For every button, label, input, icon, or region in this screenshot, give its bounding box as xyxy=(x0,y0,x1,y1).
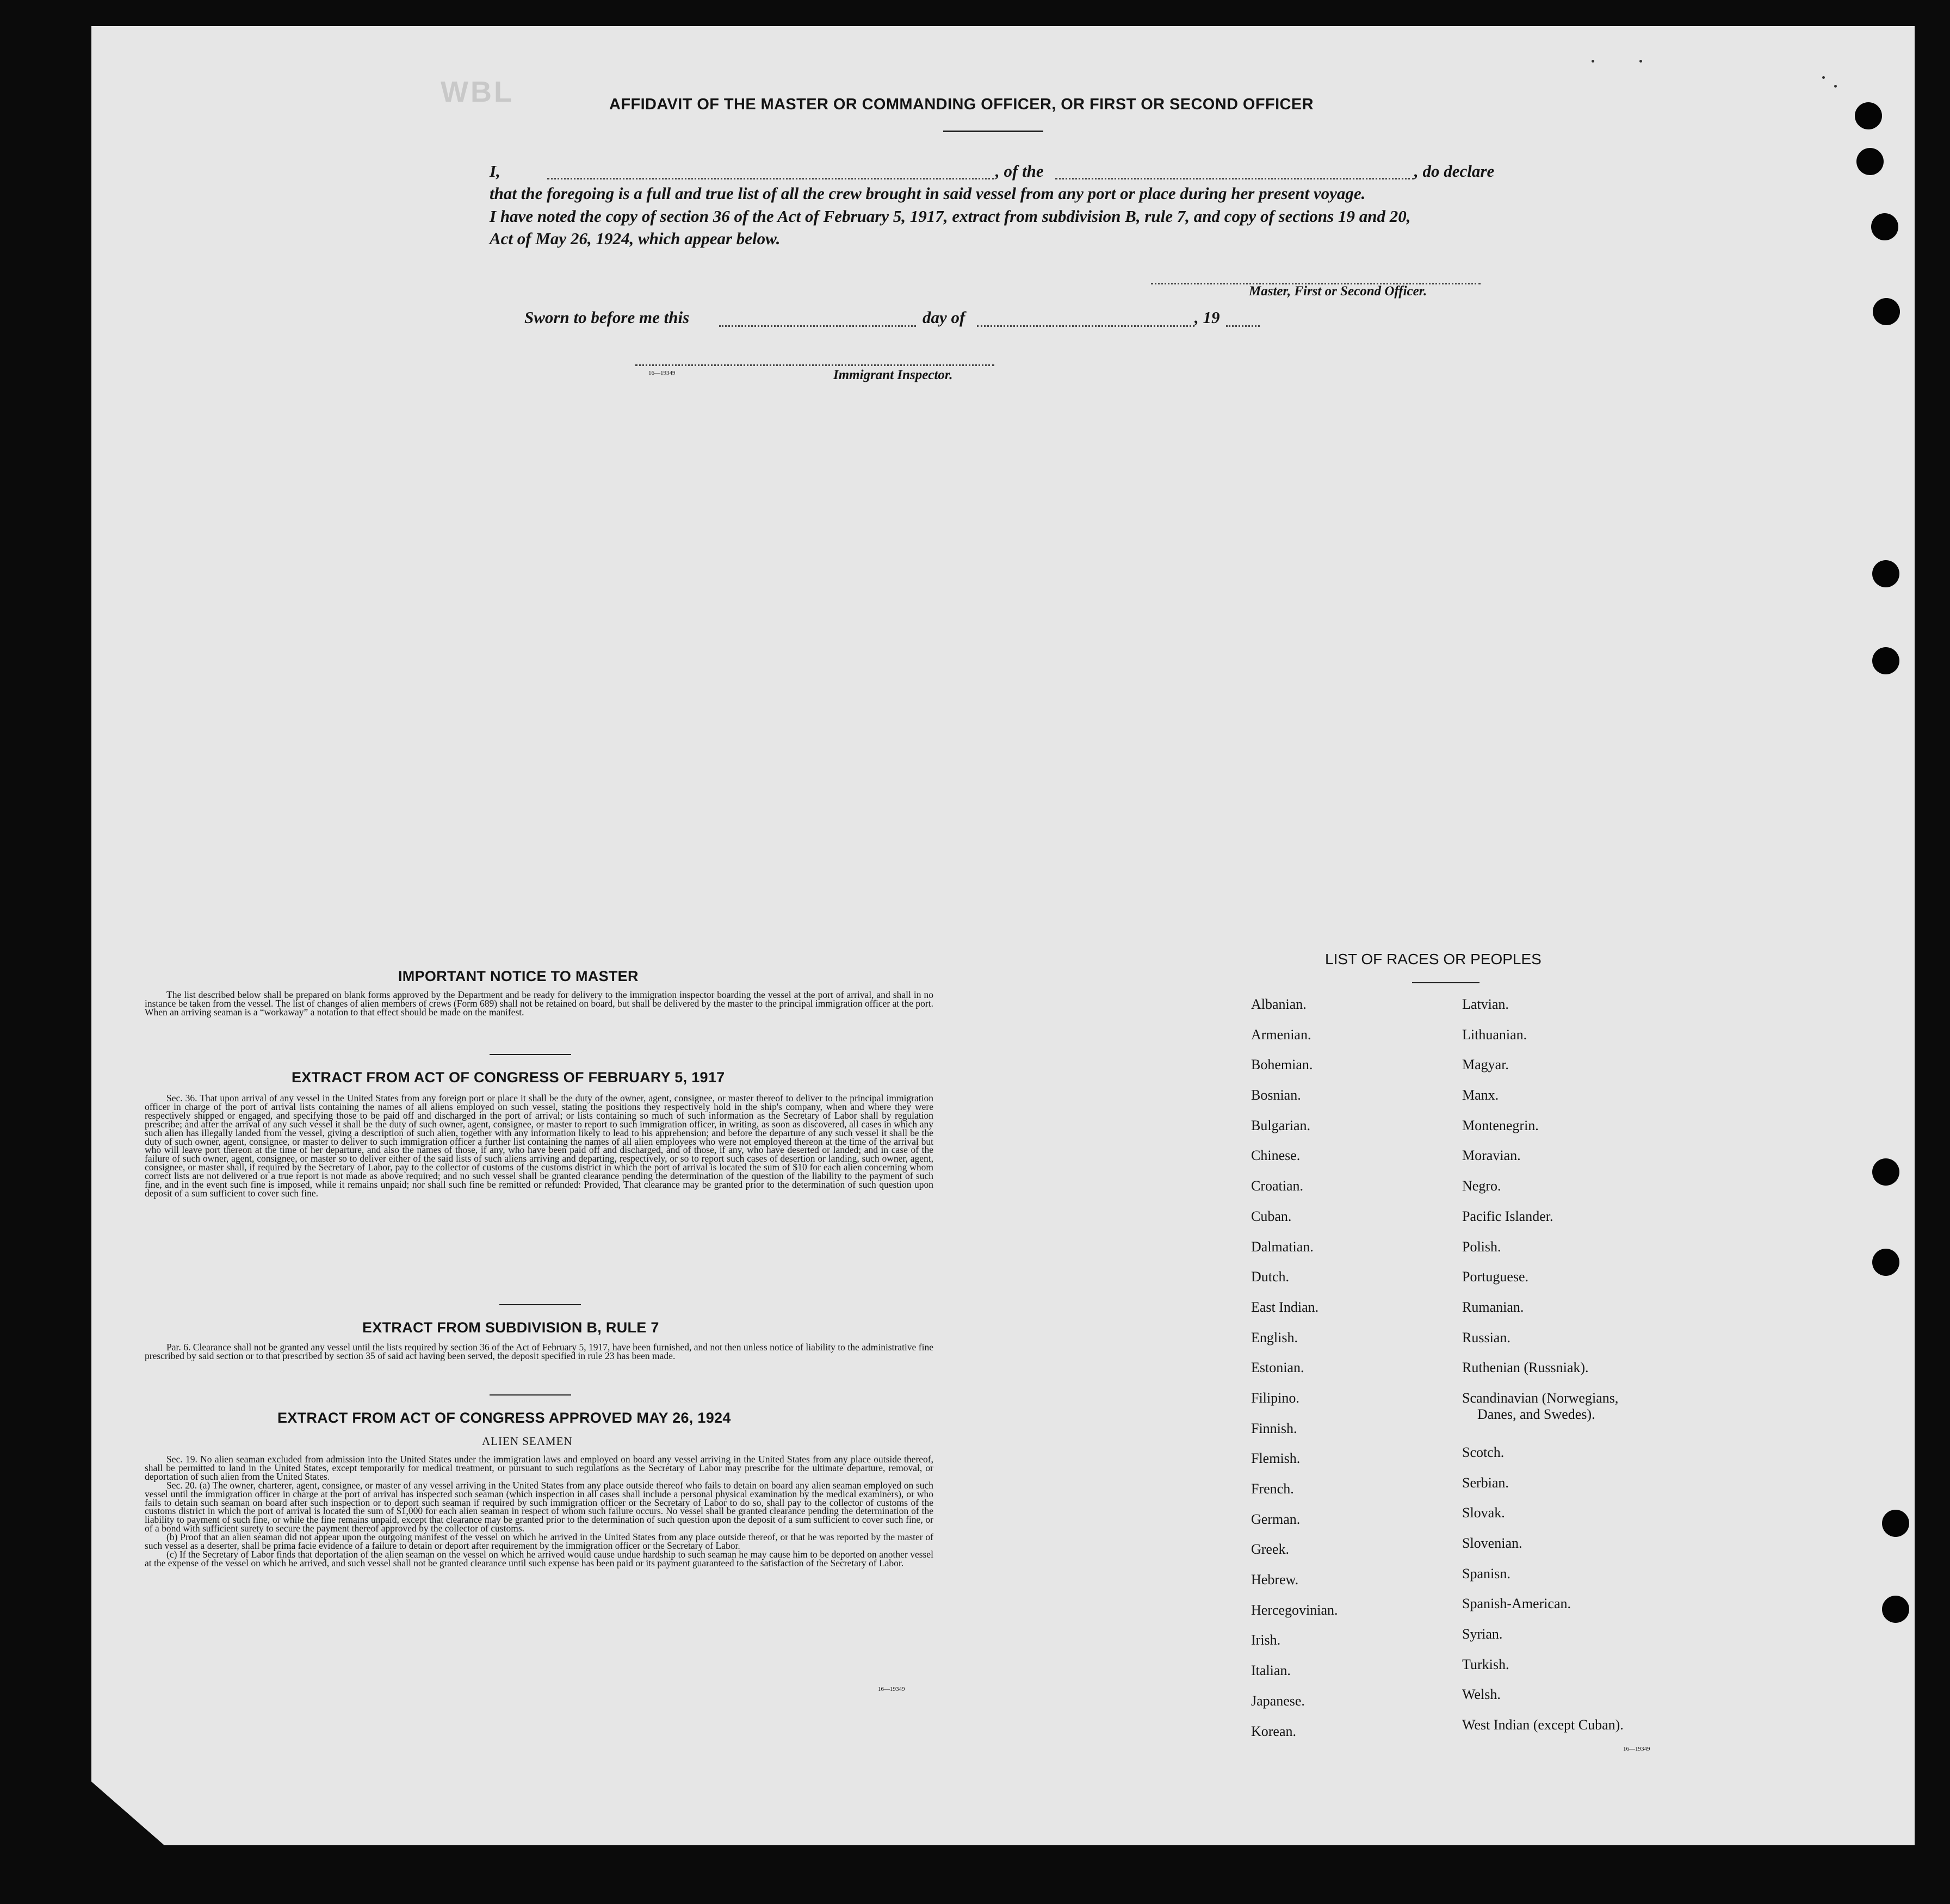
section-36-paragraph: Sec. 36. That upon arrival of any vessel in the United States from any foreign port or place it shall be the duty of the owner, agent, consignee, or master thereof to deliver to the principal immigration officer in charge of the port of arrival lists containing the names of all aliens employed on such vessel, stating the positions they respectively hold in the ship's company, when and where they were respectively shipped or engaged, and specifying those to be paid off and discharged in the port of arrival; or lists containing so much of such information as the Secretary of Labor shall by regulation prescribe; and after the arrival of any such vessel it shall be the duty of such owner, agent, consignee, or master to report to such immigration officer, in writing, as soon as discovered, all cases in which any such alien has illegally landed from the vessel, giving a description of such alien, together with any information likely to lead to his apprehension; and before the departure of any such vessel it shall be the duty of such owner, agent, consignee, or master to deliver to such immigration officer a further list containing the names of all alien employees who were not employed thereon at the time of the arrival but who will leave port thereon at the time of her departure, and also the names of those, if any, who have been paid off and discharged, and of those, if any, who have deserted or landed; and in case of the failure of such owner, agent, consignee, or master so to deliver either of the said lists of such aliens arriving and departing, respectively, or so to report such cases of desertion or landing, such owner, agent, consignee, or master shall, if required by the Secretary of Labor, pay to the collector of customs of the customs district in which the port of arrival is located the sum of $10 for each alien concerning whom correct lists are not delivered or a true report is not made as above required; and no such vessel shall be granted clearance pending the determination of the question of the liability to the payment of such fine, and in the event such fine is imposed, while it remains unpaid; nor shall such fine be remitted or refunded: Provided, That clearance may be granted prior to the determination of such question upon deposit of a sum sufficient to cover such fine. xyxy=(145,1093,933,1199)
race-item: Chinese. xyxy=(1251,1148,1301,1164)
punch-hole xyxy=(1882,1596,1909,1623)
rule-7-paragraph: Par. 6. Clearance shall not be granted any vessel until the lists required by section 36 of the Act of February 5, 1917, have been furnished, and not then unless notice of liability to the administrative fine prescribed by said section or to that prescribed by section 35 of said act having been served, the deposit specified in rule 23 has been made. xyxy=(145,1342,933,1361)
speck xyxy=(1834,85,1837,88)
race-item: Bohemian. xyxy=(1251,1057,1313,1073)
race-item: Estonian. xyxy=(1251,1360,1304,1376)
races-title: LIST OF RACES OR PEOPLES xyxy=(1325,951,1542,967)
race-item: Portuguese. xyxy=(1462,1269,1529,1285)
race-item: Cuban. xyxy=(1251,1208,1292,1224)
faint-stamp: WBL xyxy=(441,76,514,108)
race-item: Montenegrin. xyxy=(1462,1117,1539,1133)
inspector-label: Immigrant Inspector. xyxy=(833,368,953,382)
race-item: Syrian. xyxy=(1462,1626,1503,1642)
race-item: Slovak. xyxy=(1462,1505,1505,1521)
rule-7-title: EXTRACT FROM SUBDIVISION B, RULE 7 xyxy=(362,1319,659,1336)
race-item: Polish. xyxy=(1462,1238,1501,1255)
punch-hole xyxy=(1871,213,1898,240)
affidavit-of-the: , of the xyxy=(995,162,1044,181)
punch-hole xyxy=(1872,647,1899,674)
affidavit-line-3: I have noted the copy of section 36 of the Act of February 5, 1917, extract from subdivision B, rule 7, and copy of sections 19 and 20, xyxy=(490,207,1411,226)
sworn-day: day of xyxy=(923,308,965,327)
name-blank xyxy=(547,178,994,179)
race-item: Hercegovinian. xyxy=(1251,1602,1338,1618)
race-item: Filipino. xyxy=(1251,1390,1299,1406)
inspector-blank xyxy=(635,364,994,366)
race-item: Korean. xyxy=(1251,1723,1297,1739)
race-item: Slovenian. xyxy=(1462,1535,1522,1551)
race-item: Flemish. xyxy=(1251,1450,1301,1467)
speck xyxy=(1639,60,1642,63)
race-item: Scotch. xyxy=(1462,1444,1505,1460)
race-item: Finnish. xyxy=(1251,1420,1297,1436)
divider xyxy=(1412,982,1479,983)
act-1917-title: EXTRACT FROM ACT OF CONGRESS OF FEBRUARY 5, 1917 xyxy=(292,1069,725,1086)
race-item: East Indian. xyxy=(1251,1299,1319,1315)
race-item: Rumanian. xyxy=(1462,1299,1524,1315)
document-page xyxy=(91,26,1915,1845)
race-item: Turkish. xyxy=(1462,1656,1509,1672)
vessel-blank xyxy=(1055,178,1414,179)
race-item: Albanian. xyxy=(1251,996,1307,1012)
notice-body xyxy=(145,991,933,1017)
race-item: Croatian. xyxy=(1251,1178,1304,1194)
act-1924-body xyxy=(145,1455,933,1568)
punch-hole xyxy=(1856,148,1884,175)
race-item: West Indian (except Cuban). xyxy=(1462,1717,1624,1733)
race-item: Lithuanian. xyxy=(1462,1026,1527,1043)
race-item: Italian. xyxy=(1251,1663,1291,1679)
race-item: Japanese. xyxy=(1251,1692,1305,1709)
race-item: Manx. xyxy=(1462,1087,1499,1103)
month-blank xyxy=(977,325,1194,327)
race-item: Russian. xyxy=(1462,1329,1511,1345)
section-20c-paragraph: (c) If the Secretary of Labor finds that deportation of the alien seaman on the vessel on which he arrived would cause undue hardship to such seaman he may cause him to be deported on another vessel at the expense of the vessel on which he arrived, and such vessel shall not be granted clearance until such expense has been paid or its payment guaranteed to the satisfaction of the Secretary of Labor. xyxy=(145,1548,933,1568)
day-blank xyxy=(719,325,916,327)
signature-label: Master, First or Second Officer. xyxy=(1249,284,1427,299)
affidavit-i: I, xyxy=(490,162,500,181)
races-column-2 xyxy=(1462,996,1624,1747)
notice-paragraph: The list described below shall be prepared on blank forms approved by the Department and be ready for delivery to the immigration inspector boarding the vessel at the port of arrival, and shall in no instance be taken from the vessel. The list of changes of alien members of crews (Form 689) shall not be retained on board, but shall be delivered by the master to the principal immigration officer at the port. When an arriving seaman is a “workaway” a notation to that effect should be made on the manifest. xyxy=(145,989,933,1018)
race-item: Latvian. xyxy=(1462,996,1509,1012)
punch-hole xyxy=(1872,1249,1899,1276)
section-20b-paragraph: (b) Proof that an alien seaman did not appear upon the outgoing manifest of the vessel on which he arrived in the United States from any place outside thereof, or that he was reported by the master of such vessel as a deserter, shall be prima facie evidence of a failure to detain or deport after requirement by the immigration officer or the Secretary of Labor. xyxy=(145,1531,933,1552)
race-item: German. xyxy=(1251,1511,1301,1527)
race-item: Spanish-American. xyxy=(1462,1596,1571,1612)
divider xyxy=(490,1394,571,1396)
sworn-prefix: Sworn to before me this xyxy=(524,308,690,327)
punch-hole xyxy=(1872,1158,1899,1186)
section-20a-paragraph: Sec. 20. (a) The owner, charterer, agent, consignee, or master of any vessel arriving in the United States from any place outside thereof who fails to detain on board any alien seaman employed on such vessel until the immigration officer in charge at the port of arrival has inspected such seaman (which inspection in all cases shall include a personal physical examination by the medical examiners), or who fails to detain such seaman on board after such inspection or to deport such seaman if required by such immigration officer or the Secretary of Labor to do so, shall pay to the collector of customs of the customs district in which the port of arrival is located the sum of $1,000 for each alien seaman in respect of whom such failure occurs. No vessel shall be granted clearance pending the determination of the liability to payment of such fine, or while the fine remains unpaid, except that clearance may be granted prior to the determination of such question upon the deposit of a sum sufficient to cover such fine, or of a bond with sufficient surety to secure the payment thereof approved by the collector of customs. xyxy=(145,1479,933,1534)
sworn-line xyxy=(524,308,689,327)
punch-hole xyxy=(1872,560,1899,587)
year-blank xyxy=(1226,325,1260,327)
alien-seamen-subtitle: ALIEN SEAMEN xyxy=(482,1435,573,1448)
race-item: Greek. xyxy=(1251,1541,1290,1558)
punch-hole xyxy=(1855,102,1882,129)
race-item-multiline xyxy=(1462,1390,1624,1444)
race-item: Spanisn. xyxy=(1462,1565,1511,1582)
race-item: Ruthenian (Russniak). xyxy=(1462,1360,1589,1376)
race-item: Scandinavian (Norwegians, xyxy=(1462,1390,1619,1406)
sworn-year: , 19 xyxy=(1194,308,1220,327)
punch-hole xyxy=(1882,1510,1909,1537)
race-item: French. xyxy=(1251,1481,1294,1497)
divider xyxy=(943,131,1043,132)
form-number: 16—19349 xyxy=(648,370,676,376)
speck xyxy=(1592,60,1594,63)
divider xyxy=(499,1304,581,1305)
punch-hole xyxy=(1873,298,1900,325)
notice-title: IMPORTANT NOTICE TO MASTER xyxy=(398,968,639,984)
race-item: Armenian. xyxy=(1251,1026,1311,1043)
race-item: Pacific Islander. xyxy=(1462,1208,1553,1224)
race-item: Bulgarian. xyxy=(1251,1117,1311,1133)
rule-7-body xyxy=(145,1343,933,1361)
form-number: 16—19349 xyxy=(878,1686,905,1692)
races-column-1 xyxy=(1251,996,1338,1753)
race-item: Magyar. xyxy=(1462,1057,1509,1073)
affidavit-line-2: that the foregoing is a full and true list of all the crew brought in said vessel from any port or place during her present voyage. xyxy=(490,184,1366,203)
race-item: Moravian. xyxy=(1462,1148,1521,1164)
race-item: Hebrew. xyxy=(1251,1572,1299,1588)
affidavit-title: AFFIDAVIT OF THE MASTER OR COMMANDING OFFICER, OR FIRST OR SECOND OFFICER xyxy=(609,96,1314,113)
race-item: Negro. xyxy=(1462,1178,1501,1194)
race-item: Welsh. xyxy=(1462,1686,1501,1703)
act-1924-title: EXTRACT FROM ACT OF CONGRESS APPROVED MAY 26, 1924 xyxy=(277,1410,731,1426)
race-item: Dutch. xyxy=(1251,1269,1290,1285)
race-item: Danes, and Swedes). xyxy=(1477,1406,1595,1422)
race-item: Bosnian. xyxy=(1251,1087,1301,1103)
affidavit-line-1 xyxy=(490,162,500,181)
affidavit-declare: , do declare xyxy=(1414,162,1495,181)
section-19-paragraph: Sec. 19. No alien seaman excluded from admission into the United States under the immigration laws and employed on board any vessel arriving in the United States from any place outside thereof, shall be permitted to land in the United States, except temporarily for medical treatment, or pursuant to such regulations as the Secretary of Labor may prescribe for the ultimate departure, removal, or deportation of such alien from the United States. xyxy=(145,1454,933,1482)
race-item: English. xyxy=(1251,1329,1298,1345)
race-item: Irish. xyxy=(1251,1632,1281,1648)
race-item: Dalmatian. xyxy=(1251,1238,1314,1255)
form-number: 16—19349 xyxy=(1623,1746,1650,1752)
race-item: Serbian. xyxy=(1462,1474,1509,1491)
act-1917-body xyxy=(145,1094,933,1198)
affidavit-line-4: Act of May 26, 1924, which appear below. xyxy=(490,229,781,248)
divider xyxy=(490,1054,571,1055)
speck xyxy=(1822,76,1825,79)
